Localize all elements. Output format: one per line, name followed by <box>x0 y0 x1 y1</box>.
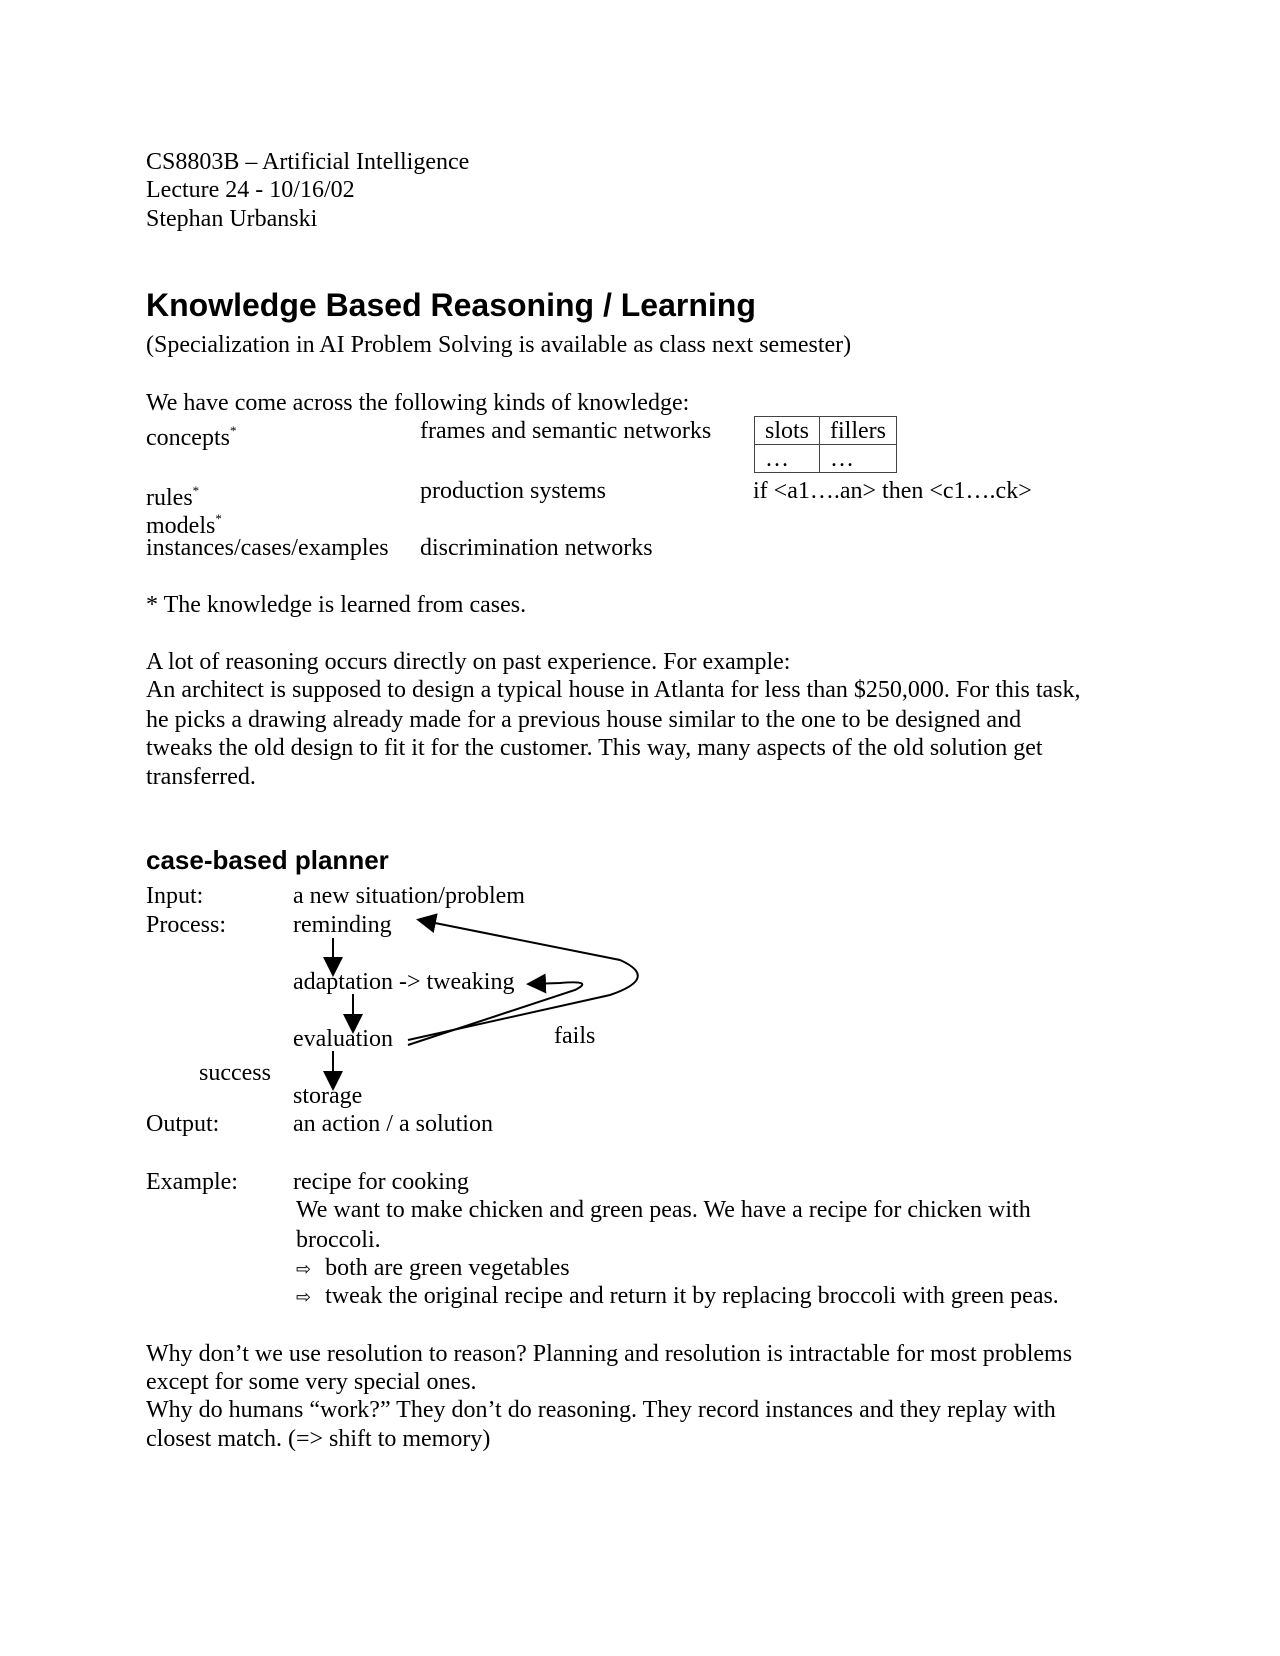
table-header: fillers <box>820 417 897 445</box>
table-cell: … <box>755 445 820 473</box>
example-bullet: ⇨ tweak the original recipe and return it by replacing broccoli with green peas. <box>296 1283 1059 1309</box>
process-label: Process: <box>146 912 226 938</box>
input-label: Input: <box>146 883 204 909</box>
para2-line: closest match. (=> shift to memory) <box>146 1426 491 1452</box>
step-adaptation: adaptation -> tweaking <box>293 969 515 995</box>
step-storage: storage <box>293 1083 363 1109</box>
input-value: a new situation/problem <box>293 883 525 909</box>
example-title: recipe for cooking <box>293 1169 469 1195</box>
lecture-info: Lecture 24 - 10/16/02 <box>146 177 355 203</box>
table-cell: … <box>820 445 897 473</box>
para2-line: Why do humans “work?” They don’t do reasoning. They record instances and they replay with <box>146 1397 1056 1423</box>
arrow-right-icon: ⇨ <box>296 1259 312 1280</box>
kind-models: models* <box>146 511 222 539</box>
para2-line: except for some very special ones. <box>146 1369 477 1395</box>
rep-production: production systems <box>420 478 606 504</box>
step-evaluation: evaluation <box>293 1026 393 1052</box>
para1-line: transferred. <box>146 764 256 790</box>
example-line: We want to make chicken and green peas. We have a recipe for chicken with <box>296 1197 1031 1223</box>
kind-instances: instances/cases/examples <box>146 535 389 561</box>
kind-concepts: concepts* <box>146 423 237 451</box>
output-value: an action / a solution <box>293 1111 493 1137</box>
kind-rules: rules* <box>146 483 200 511</box>
step-reminding: reminding <box>293 912 392 938</box>
success-label: success <box>199 1060 271 1086</box>
knowledge-intro: We have come across the following kinds of knowledge: <box>146 390 690 416</box>
example-bullet: ⇨ both are green vegetables <box>296 1255 570 1281</box>
subtitle: (Specialization in AI Problem Solving is available as class next semester) <box>146 332 852 358</box>
fail-loop-arrow <box>408 982 582 1045</box>
fails-label: fails <box>554 1023 596 1049</box>
para1-line: A lot of reasoning occurs directly on past experience. For example: <box>146 649 791 675</box>
para2-line: Why don’t we use resolution to reason? Planning and resolution is intractable for most problems <box>146 1341 1073 1367</box>
para1-line: tweaks the old design to fit it for the customer. This way, many aspects of the old solution get <box>146 735 1043 761</box>
para1-line: An architect is supposed to design a typical house in Atlanta for less than $250,000. For this task, <box>146 677 1081 703</box>
rep-frames: frames and semantic networks <box>420 418 712 444</box>
example-label: Example: <box>146 1169 238 1195</box>
example-line: broccoli. <box>296 1227 381 1253</box>
course-title: CS8803B – Artificial Intelligence <box>146 149 470 175</box>
fail-loop-arrow <box>408 920 638 1040</box>
planner-heading: case-based planner <box>146 845 389 875</box>
footnote: * The knowledge is learned from cases. <box>146 592 527 618</box>
author: Stephan Urbanski <box>146 206 318 232</box>
page-title: Knowledge Based Reasoning / Learning <box>146 287 756 323</box>
para1-line: he picks a drawing already made for a previous house similar to the one to be designed and <box>146 707 1022 733</box>
output-label: Output: <box>146 1111 220 1137</box>
arrow-right-icon: ⇨ <box>296 1287 312 1308</box>
rule-note: if <a1….an> then <c1….ck> <box>753 478 1032 504</box>
table-header: slots <box>755 417 820 445</box>
rep-discrimination: discrimination networks <box>420 535 653 561</box>
